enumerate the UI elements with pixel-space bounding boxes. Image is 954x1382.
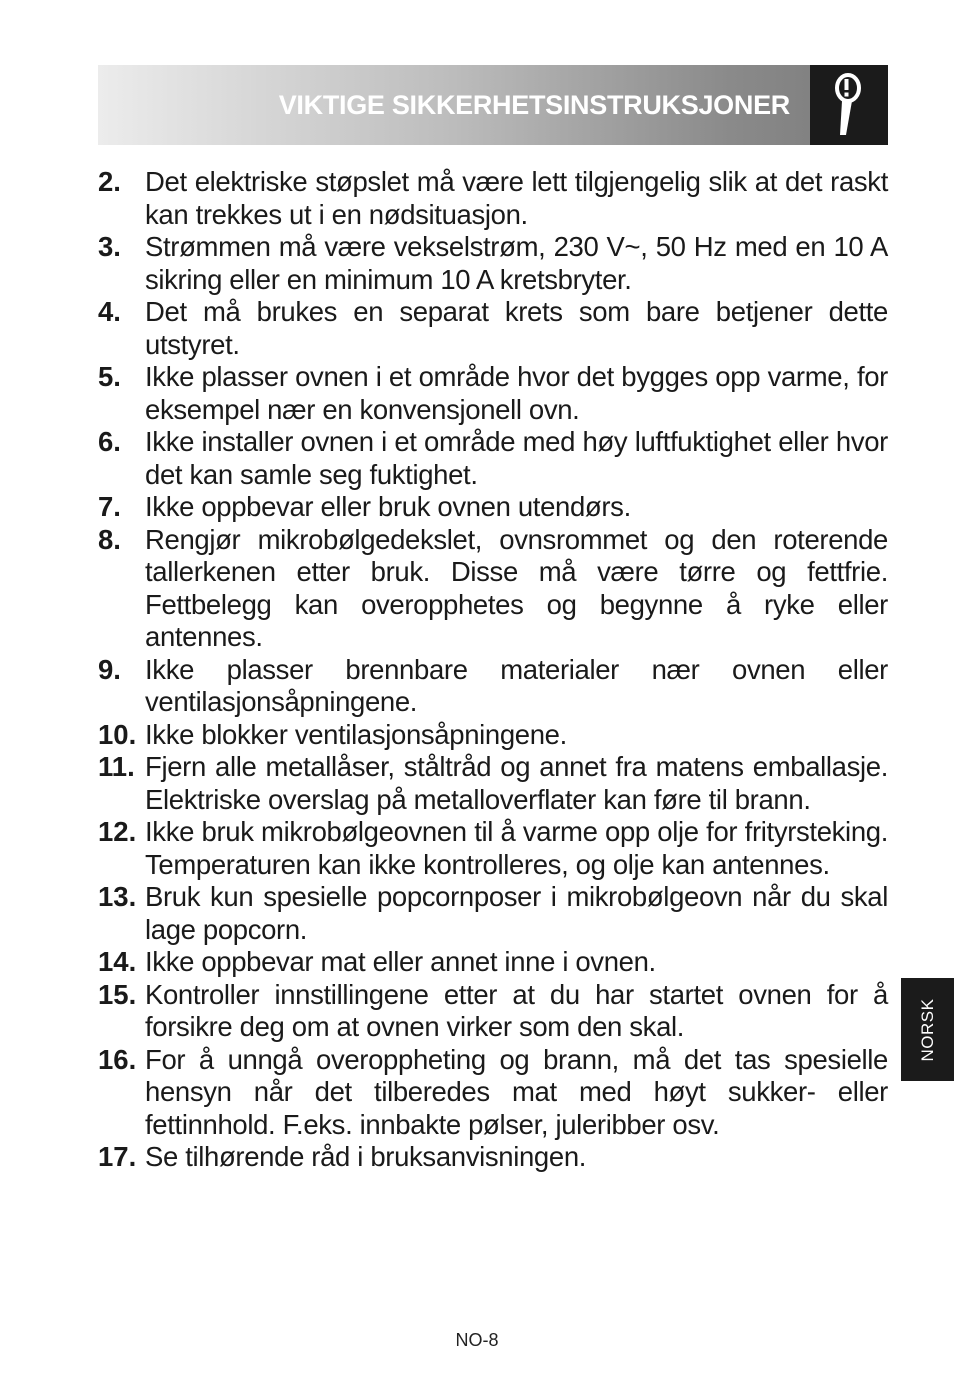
item-text: Se tilhørende råd i bruksanvisningen. <box>145 1141 587 1172</box>
item-number: 6. <box>98 426 121 457</box>
item-number: 15. <box>98 978 137 1010</box>
list-item <box>98 979 888 1044</box>
item-text: Fjern alle metallåser, ståltråd og annet fra matens emballasje. Elektriske overslag på metalloverflater kan føre til brann. <box>145 751 888 815</box>
safety-info-icon <box>830 71 870 139</box>
page-number: NO-8 <box>455 1330 499 1350</box>
section-header <box>98 65 888 145</box>
list-item <box>98 751 888 816</box>
item-number: 8. <box>98 523 121 555</box>
list-item <box>98 426 888 491</box>
list-item <box>98 361 888 426</box>
list-item <box>98 881 888 946</box>
item-text: Ikke blokker ventilasjonsåpningene. <box>145 718 567 750</box>
item-text: For å unngå overoppheting og brann, må det tas spesielle hensyn når det tilberedes mat med høyt sukker- eller fettinnhold. F.eks. innbakte pølser, juleribber osv. <box>145 1043 888 1140</box>
item-text: Ikke oppbevar mat eller annet inne i ovnen. <box>145 946 656 977</box>
section-title: VIKTIGE SIKKERHETSINSTRUKSJONER <box>278 90 790 120</box>
language-tab-label: NORSK <box>917 998 937 1061</box>
list-item <box>98 719 888 752</box>
language-tab <box>901 978 954 1081</box>
list-item <box>98 1044 888 1142</box>
item-number: 10. <box>98 718 137 750</box>
item-text: Ikke plasser ovnen i et område hvor det bygges opp varme, for eksempel nær en konvensjonell ovn. <box>145 361 888 425</box>
list-item <box>98 654 888 719</box>
item-number: 11. <box>98 751 135 782</box>
item-number: 2. <box>98 166 121 197</box>
item-number: 9. <box>98 653 121 685</box>
list-item <box>98 946 888 979</box>
item-text: Ikke plasser brennbare materialer nær ovnen eller ventilasjonsåpningene. <box>145 653 888 717</box>
item-number: 3. <box>98 231 121 262</box>
item-text: Rengjør mikrobølgedekslet, ovnsrommet og den roterende tallerkenen etter bruk. Disse må være tørre og fettfrie. Fettbelegg kan overopphetes og begynne å ryke eller antennes. <box>145 523 888 652</box>
list-item <box>98 296 888 361</box>
item-text: Ikke oppbevar eller bruk ovnen utendørs. <box>145 491 631 522</box>
item-number: 5. <box>98 361 121 392</box>
item-text: Ikke installer ovnen i et område med høy luftfuktighet eller hvor det kan samle seg fuktighet. <box>145 426 888 490</box>
header-icon-box <box>810 65 888 145</box>
item-text: Det elektriske støpslet må være lett tilgjengelig slik at det raskt kan trekkes ut i en nødsituasjon. <box>145 166 888 230</box>
item-number: 7. <box>98 491 121 522</box>
list-item <box>98 524 888 654</box>
item-number: 13. <box>98 881 137 912</box>
instruction-list <box>98 166 888 1174</box>
item-number: 14. <box>98 946 137 977</box>
list-item <box>98 231 888 296</box>
item-number: 17. <box>98 1141 137 1172</box>
list-item <box>98 166 888 231</box>
item-text: Ikke bruk mikrobølgeovnen til å varme opp olje for frityrsteking. Temperaturen kan ikke kontrolleres, og olje kan antennes. <box>145 816 888 880</box>
item-text: Det må brukes en separat krets som bare betjener dette utstyret. <box>145 296 888 360</box>
item-text: Strømmen må være vekselstrøm, 230 V~, 50 Hz med en 10 A sikring eller en minimum 10 A kretsbryter. <box>145 231 888 295</box>
list-item <box>98 816 888 881</box>
item-number: 12. <box>98 816 137 847</box>
item-text: Kontroller innstillingene etter at du har startet ovnen for å forsikre deg om at ovnen virker som den skal. <box>145 978 888 1042</box>
list-item <box>98 491 888 524</box>
item-number: 16. <box>98 1043 137 1075</box>
item-number: 4. <box>98 296 121 327</box>
list-item <box>98 1141 888 1174</box>
item-text: Bruk kun spesielle popcornposer i mikrobølgeovn når du skal lage popcorn. <box>145 881 888 945</box>
